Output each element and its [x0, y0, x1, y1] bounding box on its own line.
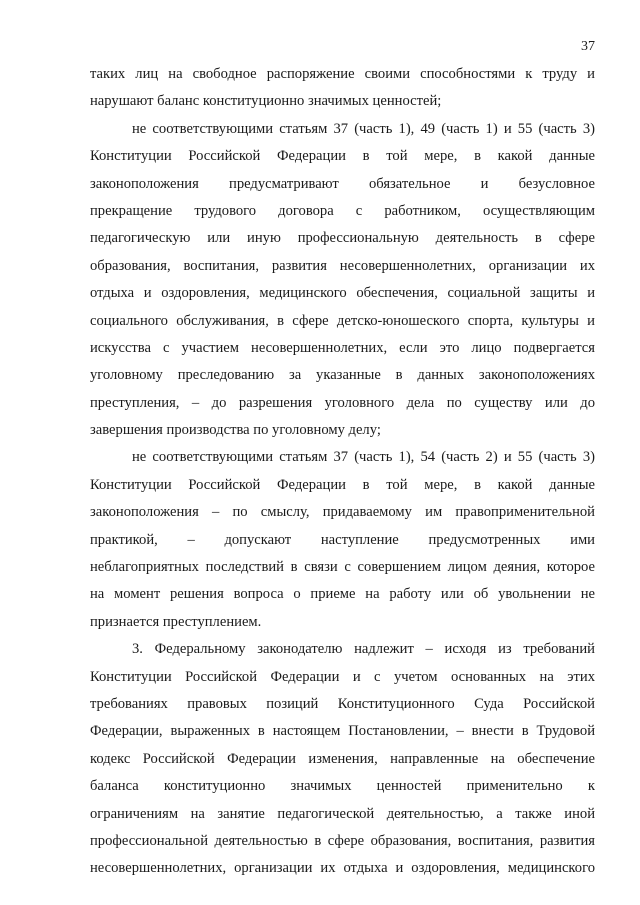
text-line: ограничениям на занятие педагогической деятельностью, а также иной [90, 805, 595, 822]
text-line: профессиональной деятельностью в сфере образования, воспитания, развития [90, 832, 595, 849]
text-line: неблагоприятных последствий в связи с совершением лицом деяния, которое [90, 559, 595, 576]
text-line: законоположения – по смыслу, придаваемому им правоприменительной [90, 504, 595, 521]
text-line: не соответствующими статьям 37 (часть 1), 49 (часть 1) и 55 (часть 3) [132, 120, 595, 137]
text-line: на момент решения вопроса о приеме на работу или об увольнении не [90, 586, 595, 603]
text-line: признается преступлением. [90, 613, 262, 630]
text-line: прекращение трудового договора с работником, осуществляющим [90, 202, 595, 219]
text-line: отдыха и оздоровления, медицинского обеспечения, социальной защиты и [90, 285, 595, 302]
text-line: баланса конституционно значимых ценностей применительно к [90, 778, 595, 795]
text-line: Конституции Российской Федерации в той мере, в какой данные [90, 476, 595, 493]
document-body [90, 61, 595, 883]
text-line: искусства с участием несовершеннолетних, если это лицо подвергается [90, 339, 595, 356]
text-line: нарушают баланс конституционно значимых ценностей; [90, 93, 442, 110]
text-line: уголовному преследованию за указанные в данных законоположениях [90, 367, 595, 384]
text-line: 3. Федеральному законодателю надлежит – исходя из требований [132, 641, 595, 658]
text-line: таких лиц на свободное распоряжение своими способностями к труду и [90, 66, 595, 82]
text-line: преступления, – до разрешения уголовного дела по существу или до [90, 394, 595, 411]
text-line: несовершеннолетних, организации их отдыха и оздоровления, медицинского [90, 860, 595, 877]
text-line: педагогическую или иную профессиональную деятельность в сфере [90, 230, 595, 247]
text-line: практикой, – допускают наступление предусмотренных ими [90, 531, 595, 548]
text-line: кодекс Российской Федерации изменения, направленные на обеспечение [90, 750, 595, 767]
page-number: 37 [581, 39, 595, 54]
text-line: Конституции Российской Федерации и с учетом основанных на этих [90, 668, 595, 685]
text-line: требованиях правовых позиций Конституционного Суда Российской [90, 695, 595, 712]
text-line: Федерации, выраженных в настоящем Постановлении, – внести в Трудовой [90, 723, 595, 740]
text-line: Конституции Российской Федерации в той мере, в какой данные [90, 148, 595, 165]
text-line: не соответствующими статьям 37 (часть 1), 54 (часть 2) и 55 (часть 3) [132, 449, 595, 466]
text-line: завершения производства по уголовному делу; [90, 422, 381, 439]
text-line: образования, воспитания, развития несовершеннолетних, организации их [90, 257, 595, 274]
text-line: социального обслуживания, в сфере детско-юношеского спорта, культуры и [90, 312, 595, 329]
text-line: законоположения предусматривают обязательное и безусловное [90, 175, 595, 192]
